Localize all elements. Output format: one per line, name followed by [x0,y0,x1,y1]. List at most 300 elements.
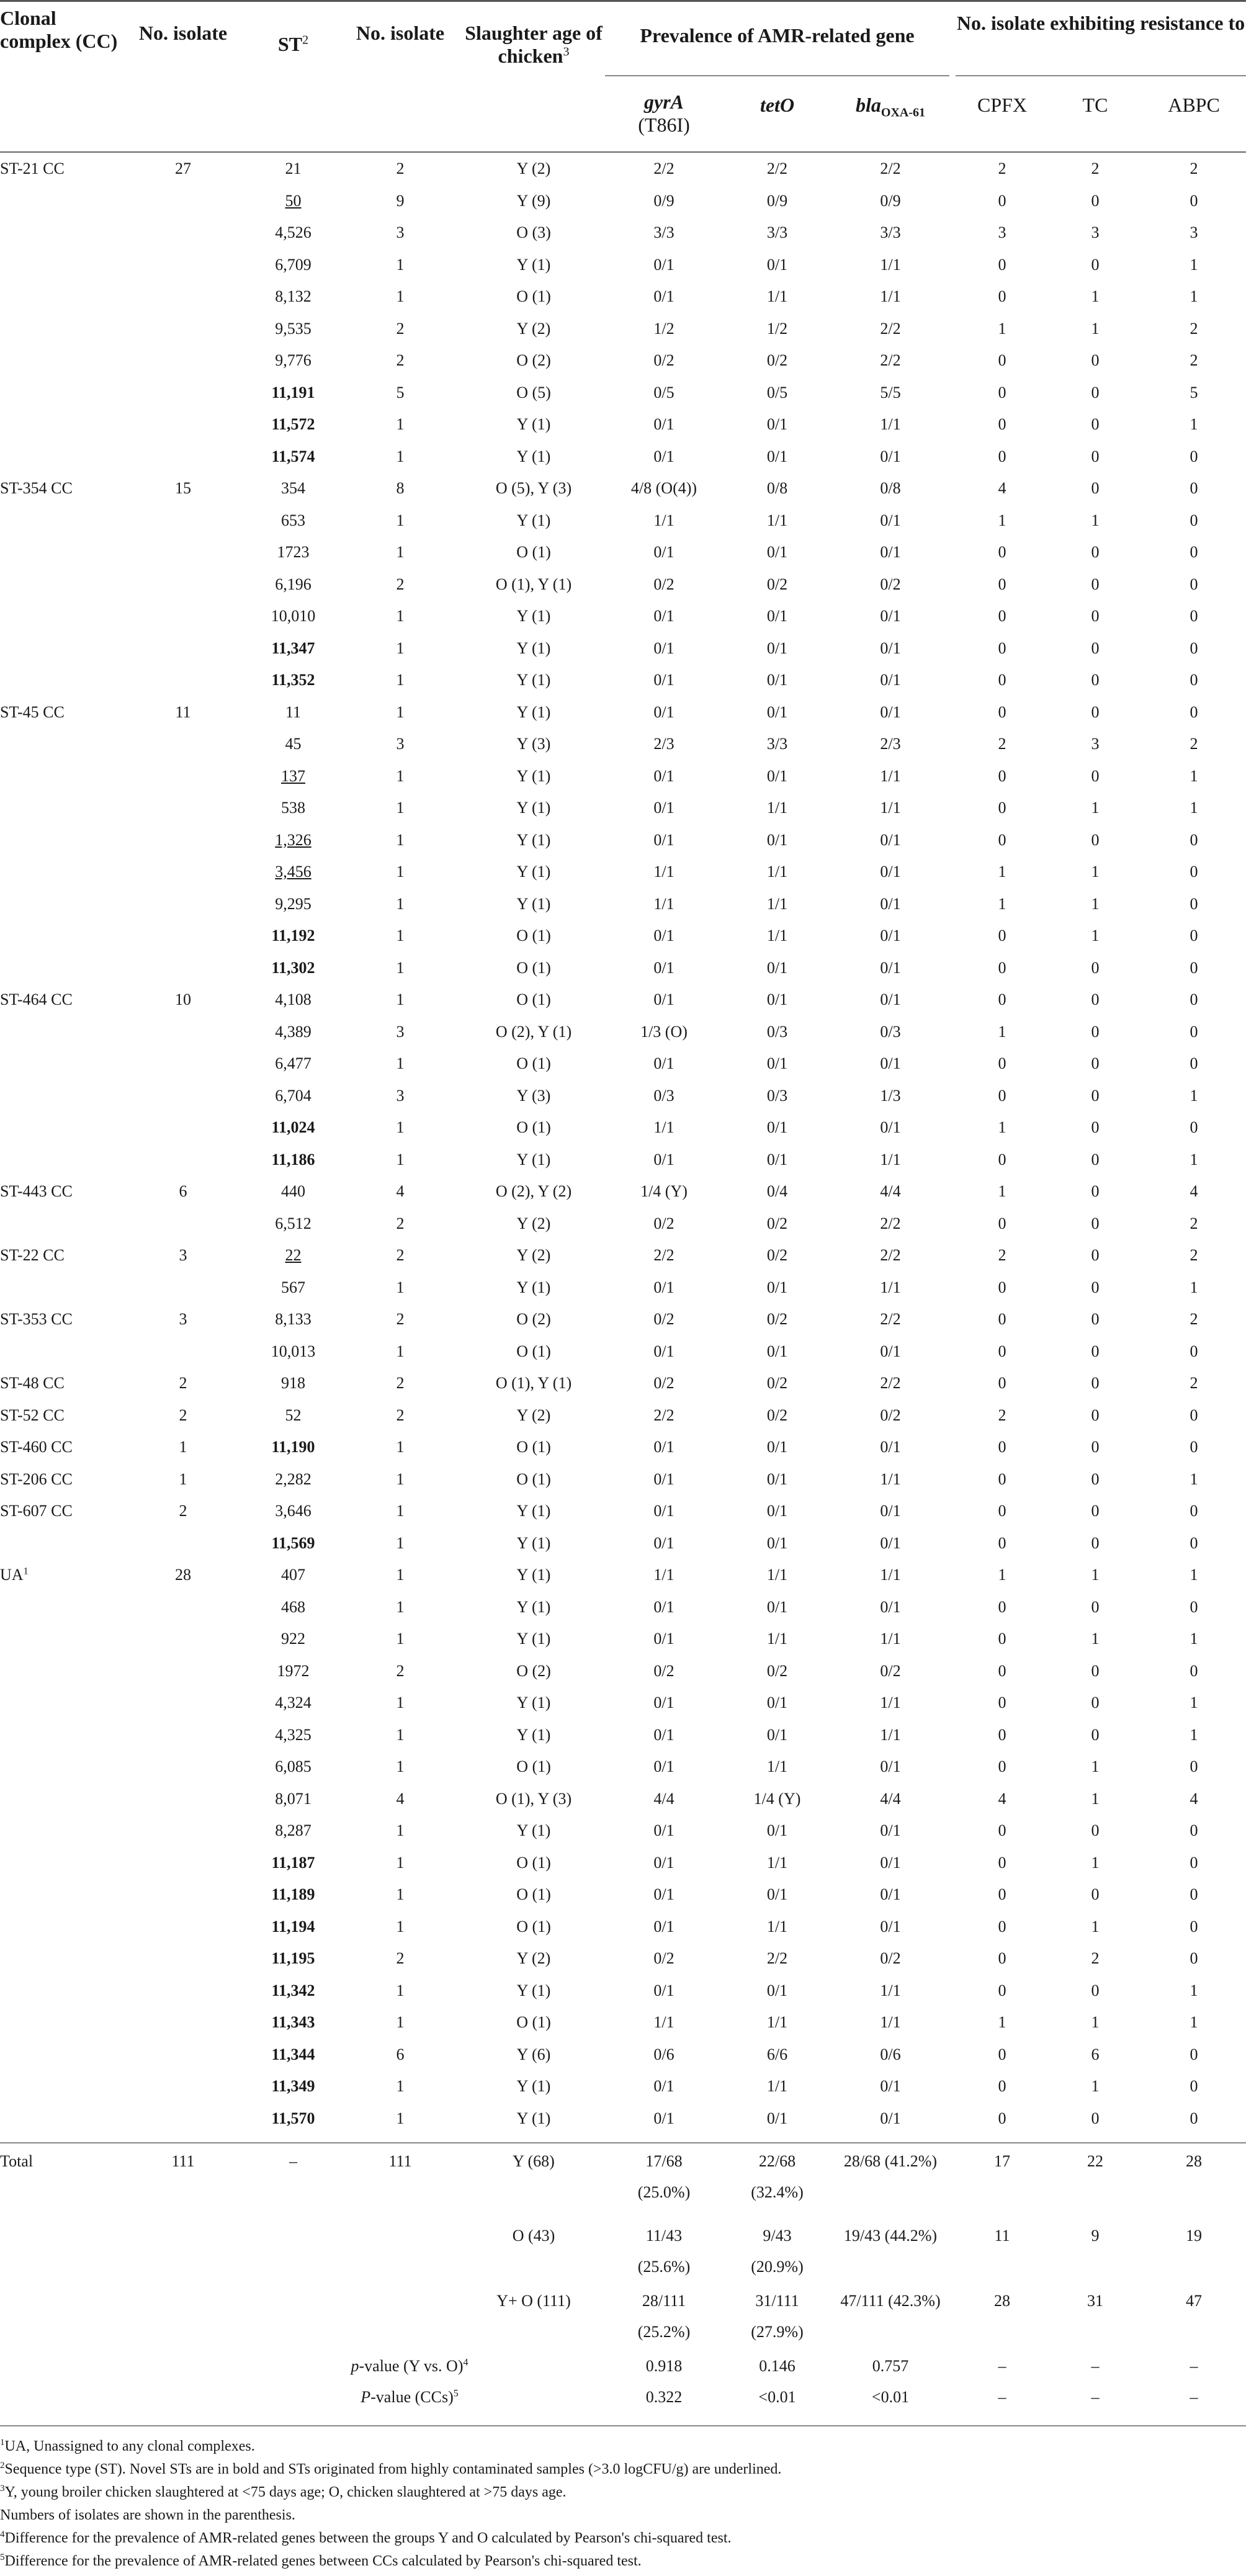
cell-tc: 1 [1091,863,1100,881]
cell-age: Y (2) [516,319,551,338]
table-row [0,952,1246,984]
table-row [0,217,1246,249]
cell-abpc: 1 [1190,287,1198,305]
cell-bla: 1/1 [880,1725,901,1744]
cell-n: 2 [396,1406,405,1424]
cell-tc: 0 [1091,1086,1100,1105]
cell-age: Y (2) [516,159,551,177]
header-tc: TC [1082,94,1108,116]
cell-abpc: 0 [1190,1054,1198,1072]
cell-st: 11,024 [271,1118,315,1136]
cell-tc: 1 [1091,1853,1100,1872]
cell-n: 1 [396,1853,405,1872]
cell-cpfx: 2 [998,1246,1006,1264]
cell-cc: ST-464 CC [0,990,73,1008]
header-teto: tetO [760,94,795,116]
cell-gyra: 0/1 [653,2077,675,2095]
cell-tc: 1 [1091,927,1100,945]
total-row-y [0,2146,1246,2214]
cell-n: 1 [396,1821,405,1839]
table-row [0,2006,1246,2039]
footnote: Numbers of isolates are shown in the parenthesis. [0,2507,295,2523]
cell-cpfx: 0 [998,927,1006,945]
cell-n: 1 [396,1757,405,1775]
cell-cpfx: 0 [998,639,1006,657]
table-row [0,1527,1246,1560]
cell-bla: 1/3 [880,1086,901,1105]
cell-age: Y (1) [516,1502,551,1520]
pvalue-ccs-teto: <0.01 [758,2388,796,2406]
cell-teto: 1/1 [766,2077,788,2095]
cell-age: O (1) [516,1054,551,1072]
cell-n: 1 [396,1470,405,1488]
cell-n: 1 [396,1118,405,1136]
cell-tc: 0 [1091,255,1100,274]
cell-gyra: 0/1 [653,830,675,849]
cell-cpfx: 0 [998,958,1006,977]
cell-age: Y (1) [516,511,551,529]
table-row [0,377,1246,409]
cell-cc-n: 28 [175,1566,191,1584]
table-footnotes [0,2435,1246,2573]
cell-st: 468 [281,1597,305,1616]
pvalue-ccs-label: P-value (CCs)$^5$ [361,2388,459,2406]
cell-cpfx: 0 [998,671,1006,689]
cell-gyra: 4/4 [653,1789,675,1808]
cell-tc: 0 [1091,702,1100,721]
cell-cpfx: 0 [998,1054,1006,1072]
cell-n: 1 [396,702,405,721]
pvalue-yo-tc: – [1091,2357,1100,2375]
cell-age: Y (1) [516,255,551,274]
cell-cc: ST-460 CC [0,1438,73,1456]
table-row [0,1751,1246,1783]
cell-abpc: 1 [1190,1694,1198,1712]
cell-bla: 1/1 [880,1566,901,1584]
cell-n: 1 [396,543,405,561]
cell-teto: 2/2 [766,1949,788,1967]
table-row [0,1431,1246,1463]
cell-n: 1 [396,863,405,881]
cell-teto: 1/1 [766,2013,788,2031]
cell-bla: 0/1 [880,830,901,849]
cell-st: 11,349 [271,2077,315,2095]
cell-tc: 0 [1091,479,1100,497]
cell-n: 1 [396,255,405,274]
cell-abpc: 1 [1190,766,1198,785]
cell-n: 1 [396,1694,405,1712]
cell-cpfx: 0 [998,415,1006,433]
cell-gyra: 0/2 [653,1661,675,1680]
header-st: $ST^2$ [277,33,309,55]
cell-n: 1 [396,958,405,977]
cell-cpfx: 0 [998,1278,1006,1296]
cell-bla: 0/1 [880,447,901,465]
cell-st: 4,389 [275,1022,312,1041]
cell-teto: 0/2 [766,1661,788,1680]
cell-teto: 0/1 [766,1054,788,1072]
cell-abpc: 2 [1190,1214,1198,1232]
cell-teto: 0/1 [766,702,788,721]
cell-cpfx: 0 [998,1885,1006,1903]
cell-bla: 1/1 [880,287,901,305]
cell-tc: 0 [1091,607,1100,625]
cell-teto: 1/1 [766,1566,788,1584]
total-y-abpc: 28 [1186,2152,1202,2170]
cell-abpc: 0 [1190,1661,1198,1680]
cell-st: 11,194 [271,1917,315,1936]
cell-teto: 0/1 [766,1885,788,1903]
cell-age: Y (1) [516,1597,551,1616]
cell-cc: ST-45 CC [0,702,65,721]
cell-bla: 2/2 [880,351,901,369]
table-row [0,536,1246,568]
total-yo-cpfx: 28 [994,2292,1010,2310]
cell-tc: 0 [1091,1214,1100,1232]
cell-gyra: 0/1 [653,2109,675,2127]
cell-cpfx: 0 [998,1438,1006,1456]
cell-tc: 0 [1091,575,1100,593]
cell-bla: 0/1 [880,702,901,721]
total-label: Total [0,2152,34,2170]
cell-cc-n: 6 [179,1182,187,1200]
cell-st: 3,646 [275,1502,312,1520]
cell-age: Y (1) [516,766,551,785]
cell-gyra: 0/1 [653,1885,675,1903]
cell-age: O (5), Y (3) [495,479,572,497]
cell-tc: 0 [1091,958,1100,977]
cell-cpfx: 0 [998,766,1006,785]
cell-cpfx: 2 [998,159,1006,177]
cell-gyra: 0/1 [653,1278,675,1296]
cell-age: Y (3) [516,1086,551,1105]
table-row [0,1719,1246,1751]
cell-abpc: 2 [1190,1246,1198,1264]
table-row [0,2070,1246,2103]
cell-st: 8,133 [275,1310,312,1328]
cell-tc: 1 [1091,1630,1100,1648]
cell-n: 2 [396,351,405,369]
cell-bla: 2/2 [880,1310,901,1328]
cell-gyra: 2/2 [653,159,675,177]
cell-st: 1972 [277,1661,310,1680]
cell-cc-n: 1 [179,1438,187,1456]
cell-teto: 0/4 [766,1182,788,1200]
cell-n: 1 [396,1278,405,1296]
cell-gyra: 2/3 [653,735,675,753]
cell-tc: 0 [1091,1118,1100,1136]
cell-gyra: 0/1 [653,255,675,274]
cell-st: 9,776 [275,351,312,369]
cell-gyra: 0/1 [653,1630,675,1648]
table-row [0,1655,1246,1687]
cell-abpc: 2 [1190,1310,1198,1328]
cell-abpc: 0 [1190,447,1198,465]
cell-age: Y (1) [516,799,551,817]
table-row [0,792,1246,824]
cell-tc: 0 [1091,1246,1100,1264]
cell-teto: 3/3 [766,735,788,753]
table-row [0,1559,1246,1591]
cell-age: Y (3) [516,735,551,753]
cell-abpc: 0 [1190,1885,1198,1903]
cell-st: 9,295 [275,894,312,913]
cell-st: 407 [281,1566,305,1584]
cell-abpc: 2 [1190,735,1198,753]
cell-tc: 0 [1091,1661,1100,1680]
cell-n: 4 [396,1789,405,1808]
pvalue-yo-cpfx: – [998,2357,1006,2375]
cell-gyra: 2/2 [653,1406,675,1424]
cell-cc-n: 15 [175,479,191,497]
cell-tc: 0 [1091,671,1100,689]
cell-gyra: 1/3 (O) [640,1022,688,1041]
cell-gyra: 0/1 [653,1981,675,1999]
cell-bla: 0/9 [880,191,901,210]
cell-cc: ST-443 CC [0,1182,73,1200]
cell-gyra: 0/3 [653,1086,675,1105]
table-row [0,1623,1246,1655]
cell-st: 52 [285,1406,302,1424]
cell-n: 1 [396,511,405,529]
table-row [0,1080,1246,1112]
cell-teto: 0/1 [766,1694,788,1712]
table-bottom-rule [0,2425,1246,2426]
cell-cpfx: 1 [998,1118,1006,1136]
cell-st: 4,526 [275,223,312,241]
cell-age: O (5) [516,383,551,402]
cell-abpc: 0 [1190,1438,1198,1456]
cell-gyra: 0/1 [653,447,675,465]
cell-bla: 0/1 [880,1533,901,1552]
cell-n: 1 [396,1917,405,1936]
cell-st: 22 [285,1246,302,1264]
header-divider-resistance [956,75,1246,76]
cell-cc-n: 11 [175,702,191,721]
cell-st: 354 [281,479,305,497]
cell-age: Y (6) [516,2045,551,2063]
cell-bla: 0/1 [880,1853,901,1872]
cell-tc: 1 [1091,1917,1100,1936]
cell-cpfx: 0 [998,702,1006,721]
cell-abpc: 0 [1190,863,1198,881]
table-row [0,1847,1246,1879]
cell-abpc: 0 [1190,702,1198,721]
table-row [0,1272,1246,1304]
cell-st: 11,572 [271,415,315,433]
cell-n: 2 [396,319,405,338]
cell-teto: 0/1 [766,1278,788,1296]
cell-tc: 0 [1091,1054,1100,1072]
cell-cpfx: 0 [998,575,1006,593]
cell-bla: 0/1 [880,1597,901,1616]
cell-n: 1 [396,927,405,945]
cell-abpc: 1 [1190,799,1198,817]
cell-tc: 0 [1091,830,1100,849]
cell-teto: 1/1 [766,927,788,945]
total-yo-gyra: 28/111 (25.2%) [637,2292,691,2341]
table-row [0,1175,1246,1208]
cell-age: O (2), Y (2) [495,1182,572,1200]
cell-gyra: 0/1 [653,1694,675,1712]
cell-st: 11,187 [271,1853,315,1872]
cell-bla: 0/2 [880,1661,901,1680]
cell-cpfx: 0 [998,1502,1006,1520]
cell-age: Y (1) [516,1278,551,1296]
cell-abpc: 0 [1190,511,1198,529]
cell-cpfx: 0 [998,1661,1006,1680]
cell-age: O (1) [516,958,551,977]
cell-cpfx: 0 [998,383,1006,402]
cell-teto: 0/1 [766,671,788,689]
cell-teto: 0/1 [766,415,788,433]
cell-teto: 0/1 [766,1502,788,1520]
cell-gyra: 0/2 [653,351,675,369]
pvalue-row-yo [0,2351,1246,2382]
cell-teto: 0/1 [766,1981,788,1999]
cell-gyra: 1/1 [653,1118,675,1136]
cell-bla: 3/3 [880,223,901,241]
total-o-tc: 9 [1091,2227,1100,2245]
cell-tc: 0 [1091,1406,1100,1424]
total-o-cpfx: 11 [994,2227,1010,2245]
cell-teto: 1/2 [766,319,788,338]
cell-abpc: 0 [1190,639,1198,657]
cell-st: 11,195 [271,1949,315,1967]
cell-gyra: 0/1 [653,415,675,433]
cell-age: O (1) [516,990,551,1008]
total-yo-teto: 31/111 (27.9%) [751,2292,804,2341]
cell-cpfx: 0 [998,1757,1006,1775]
cell-cc-n: 2 [179,1406,187,1424]
table-row [0,696,1246,729]
cell-bla: 0/1 [880,1438,901,1456]
cell-bla: 0/1 [880,1917,901,1936]
cell-tc: 0 [1091,1694,1100,1712]
cell-cc: ST-21 CC [0,159,65,177]
cell-cpfx: 0 [998,1725,1006,1744]
header-bla: bla$_{OXA-61}$ [856,94,925,120]
cell-st: 653 [281,511,305,529]
cell-n: 2 [396,159,405,177]
table-row [0,760,1246,792]
cell-tc: 0 [1091,543,1100,561]
cell-bla: 2/2 [880,1246,901,1264]
cell-cpfx: 0 [998,1310,1006,1328]
cell-age: O (2) [516,1661,551,1680]
table-row [0,344,1246,377]
table-row [0,1048,1246,1080]
cell-abpc: 0 [1190,1917,1198,1936]
cell-teto: 1/1 [766,863,788,881]
cell-bla: 1/1 [880,799,901,817]
cell-teto: 0/1 [766,1150,788,1169]
cell-teto: 0/2 [766,1374,788,1392]
cell-gyra: 1/4 (Y) [640,1182,688,1200]
cell-abpc: 0 [1190,543,1198,561]
cell-tc: 0 [1091,1182,1100,1200]
cell-teto: 0/2 [766,1406,788,1424]
cell-age: O (1) [516,1757,551,1775]
cell-st: 11,190 [271,1438,315,1456]
cell-age: Y (1) [516,1821,551,1839]
cell-teto: 0/1 [766,1725,788,1744]
cell-cpfx: 0 [998,191,1006,210]
cell-cpfx: 1 [998,319,1006,338]
cell-bla: 1/1 [880,766,901,785]
cell-tc: 1 [1091,2013,1100,2031]
cell-abpc: 4 [1190,1789,1198,1808]
cell-age: Y (1) [516,447,551,465]
cell-abpc: 1 [1190,1981,1198,1999]
total-y-age: Y (68) [513,2152,555,2170]
cell-st: 3,456 [275,863,312,881]
cell-abpc: 0 [1190,1342,1198,1360]
table-row [0,888,1246,920]
pvalue-yo-bla: 0.757 [872,2357,909,2375]
cell-cpfx: 0 [998,1694,1006,1712]
cell-st: 11,189 [271,1885,315,1903]
cell-bla: 0/8 [880,479,901,497]
cell-gyra: 0/1 [653,671,675,689]
cell-age: Y (1) [516,1630,551,1648]
cell-gyra: 0/1 [653,1502,675,1520]
cell-cc-n: 10 [175,990,191,1008]
cell-abpc: 0 [1190,990,1198,1008]
cell-cpfx: 1 [998,894,1006,913]
cell-tc: 0 [1091,1597,1100,1616]
table-row [0,600,1246,632]
cell-cpfx: 0 [998,990,1006,1008]
cell-abpc: 0 [1190,479,1198,497]
cell-cpfx: 0 [998,607,1006,625]
cell-st: 2,282 [275,1470,312,1488]
table-row [0,632,1246,665]
cell-age: Y (1) [516,1566,551,1584]
total-row-yo [0,2286,1246,2348]
cell-abpc: 0 [1190,575,1198,593]
cell-st: 11,191 [271,383,315,402]
cell-age: O (3) [516,223,551,241]
cell-age: Y (1) [516,894,551,913]
cell-tc: 6 [1091,2045,1100,2063]
cell-teto: 0/1 [766,1533,788,1552]
cell-abpc: 1 [1190,255,1198,274]
cell-teto: 1/1 [766,287,788,305]
cell-teto: 0/2 [766,575,788,593]
table-row [0,1144,1246,1176]
cell-gyra: 2/2 [653,1246,675,1264]
cell-teto: 0/1 [766,607,788,625]
cell-st: 6,709 [275,255,312,274]
total-y-bla: 28/68 (41.2%) [843,2152,938,2170]
cell-tc: 0 [1091,1150,1100,1169]
cell-gyra: 1/2 [653,319,675,338]
cell-cpfx: 0 [998,2077,1006,2095]
cell-bla: 0/2 [880,1949,901,1967]
cell-abpc: 1 [1190,1150,1198,1169]
cell-teto: 0/1 [766,830,788,849]
cell-st: 918 [281,1374,305,1392]
cell-abpc: 5 [1190,383,1198,402]
cell-st: 1,326 [275,830,312,849]
cell-gyra: 0/1 [653,1725,675,1744]
cell-gyra: 4/8 (O(4)) [630,479,697,497]
footnote: $^4$Difference for the prevalence of AMR-related genes between the groups Y and O calculated by Pearson's chi-squared test. [0,2529,732,2546]
cell-abpc: 1 [1190,415,1198,433]
cell-st: 922 [281,1630,305,1648]
cell-teto: 0/1 [766,639,788,657]
